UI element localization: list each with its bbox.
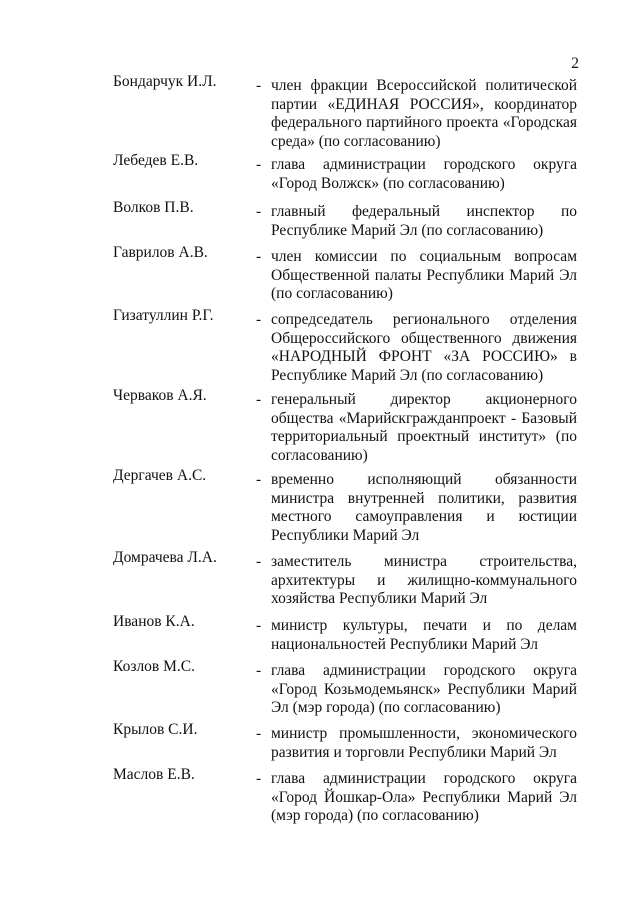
member-dash: - <box>256 391 262 408</box>
member-name: Домрачева Л.А. <box>113 549 217 566</box>
member-role: глава администрации городского округа «Город Волжск» (по согласованию) <box>271 156 577 192</box>
page-number: 2 <box>571 55 579 72</box>
member-role: генеральный директор акционерного общества «Марийскгражданпроект - Базовый территориальный проектный институт» (по согласованию) <box>271 391 577 464</box>
member-name: Гизатуллин Р.Г. <box>113 307 214 324</box>
member-role: временно исполняющий обязанности министра внутренней политики, развития местного самоуправления и юстиции Республики Марий Эл <box>271 471 577 544</box>
member-dash: - <box>256 553 262 570</box>
member-dash: - <box>256 203 262 220</box>
member-role: главный федеральный инспектор по Республике Марий Эл (по согласованию) <box>271 203 577 239</box>
member-name: Козлов М.С. <box>113 658 195 675</box>
member-name: Гаврилов А.В. <box>113 244 208 261</box>
member-name: Волков П.В. <box>113 199 194 216</box>
member-role: член комиссии по социальным вопросам Общественной палаты Республики Марий Эл (по согласованию) <box>271 248 577 303</box>
member-dash: - <box>256 617 262 634</box>
member-name: Иванов К.А. <box>113 613 195 630</box>
member-name: Лебедев Е.В. <box>113 152 199 169</box>
member-role: министр промышленности, экономического развития и торговли Республики Марий Эл <box>271 725 577 761</box>
member-name: Маслов Е.В. <box>113 766 195 783</box>
member-role: сопредседатель регионального отделения Общероссийского общественного движения «НАРОДНЫЙ ФРОНТ «ЗА РОССИЮ» в Республике Марий Эл (по согласованию) <box>271 311 577 384</box>
member-dash: - <box>256 77 262 94</box>
member-dash: - <box>256 725 262 742</box>
member-dash: - <box>256 248 262 265</box>
member-dash: - <box>256 156 262 173</box>
member-name: Дергачев А.С. <box>113 467 207 484</box>
member-role: глава администрации городского округа «Город Йошкар-Ола» Республики Марий Эл (мэр города) (по согласованию) <box>271 770 577 825</box>
member-dash: - <box>256 662 262 679</box>
member-dash: - <box>256 311 262 328</box>
member-role: глава администрации городского округа «Город Козьмодемьянск» Республики Марий Эл (мэр города) (по согласованию) <box>271 662 577 717</box>
member-dash: - <box>256 770 262 787</box>
member-name: Крылов С.И. <box>113 721 198 738</box>
member-role: министр культуры, печати и по делам национальностей Республики Марий Эл <box>271 617 577 653</box>
member-dash: - <box>256 471 262 488</box>
member-name: Черваков А.Я. <box>113 387 207 404</box>
member-name: Бондарчук И.Л. <box>113 73 217 90</box>
member-role: заместитель министра строительства, архитектуры и жилищно-коммунального хозяйства Республики Марий Эл <box>271 553 577 608</box>
member-role: член фракции Всероссийской политической партии «ЕДИНАЯ РОССИЯ», координатор федерального партийного проекта «Городская среда» (по согласованию) <box>271 77 577 150</box>
